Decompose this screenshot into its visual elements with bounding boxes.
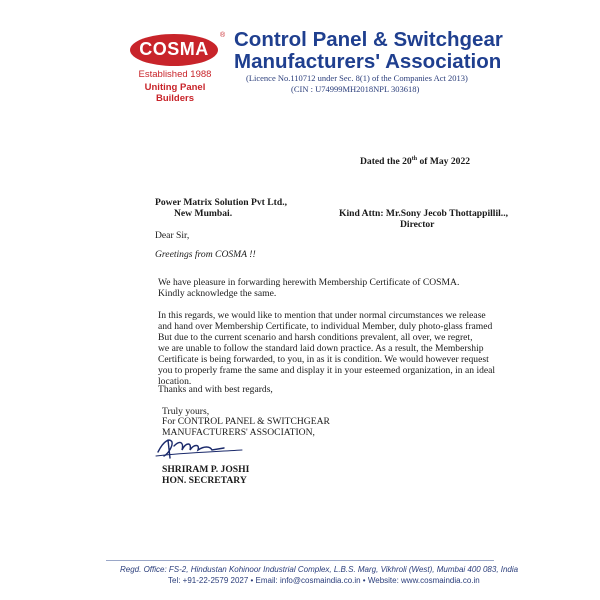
signer-name: SHRIRAM P. JOSHI <box>162 464 250 475</box>
licence-text: (Licence No.110712 under Sec. 8(1) of the Companies Act 2013) <box>246 73 468 83</box>
date-suffix: of May 2022 <box>417 156 471 168</box>
org-sign-line2: MANUFACTURERS' ASSOCIATION, <box>162 427 315 438</box>
para2-line: location. <box>158 376 192 387</box>
org-title-line1: Control Panel & Switchgear <box>234 28 503 51</box>
signer-title: HON. SECRETARY <box>162 475 247 486</box>
para2-line: But due to the current scenario and harsh conditions prevalent, all over, we regret, <box>158 332 473 343</box>
recipient-line2: New Mumbai. <box>174 208 233 219</box>
para1-line: We have pleasure in forwarding herewith Membership Certificate of COSMA. <box>158 277 460 288</box>
para2-line: and hand over Membership Certificate, to individual Member, duly photo-glass framed <box>158 321 493 332</box>
salutation: Dear Sir, <box>155 230 190 241</box>
registered-mark: ® <box>220 32 226 39</box>
cosma-logo <box>128 32 226 104</box>
para2-line: we are unable to follow the standard laid down practice. As a result, the Membership <box>158 343 484 354</box>
letter-date <box>360 156 470 167</box>
attn-line1: Kind Attn: Mr.Sony Jecob Thottappillil.., <box>339 208 508 219</box>
date-prefix: Dated the 20 <box>360 156 412 168</box>
para2-line: Certificate is being forwarded, to you, in as it is condition. We would however request <box>158 354 489 365</box>
org-sign-line1: For CONTROL PANEL & SWITCHGEAR <box>162 416 330 427</box>
handwritten-signature <box>150 432 250 462</box>
truly-yours: Truly yours, <box>162 406 210 417</box>
footer-contact: Tel: +91-22-2579 2027 • Email: info@cosmaindia.co.in • Website: www.cosmaindia.co.in <box>168 576 480 585</box>
recipient-line1: Power Matrix Solution Pvt Ltd., <box>155 197 287 208</box>
para2-line: In this regards, we would like to mention that under normal circumstances we release <box>158 310 486 321</box>
para2-line: you to properly frame the same and display it in your esteemed organization, in an ideal <box>158 365 496 376</box>
para1-line: Kindly acknowledge the same. <box>158 288 277 299</box>
established-text: Established 1988 <box>138 69 212 80</box>
attn-line2: Director <box>400 219 435 230</box>
greeting: Greetings from COSMA !! <box>155 249 256 260</box>
footer-divider <box>106 560 494 561</box>
footer-address: Regd. Office: FS-2, Hindustan Kohinoor Industrial Complex, L.B.S. Marg, Vikhroli (West), Mumbai 400 083, India <box>120 565 519 574</box>
cin-text: (CIN : U74999MH2018NPL 303618) <box>291 84 420 94</box>
org-title-line2: Manufacturers' Association <box>234 50 502 73</box>
closing-line: Thanks and with best regards, <box>158 384 273 395</box>
date-sup: th <box>411 156 418 162</box>
tagline-text: Uniting Panel Builders <box>144 82 206 104</box>
logo-text: COSMA <box>139 39 209 59</box>
